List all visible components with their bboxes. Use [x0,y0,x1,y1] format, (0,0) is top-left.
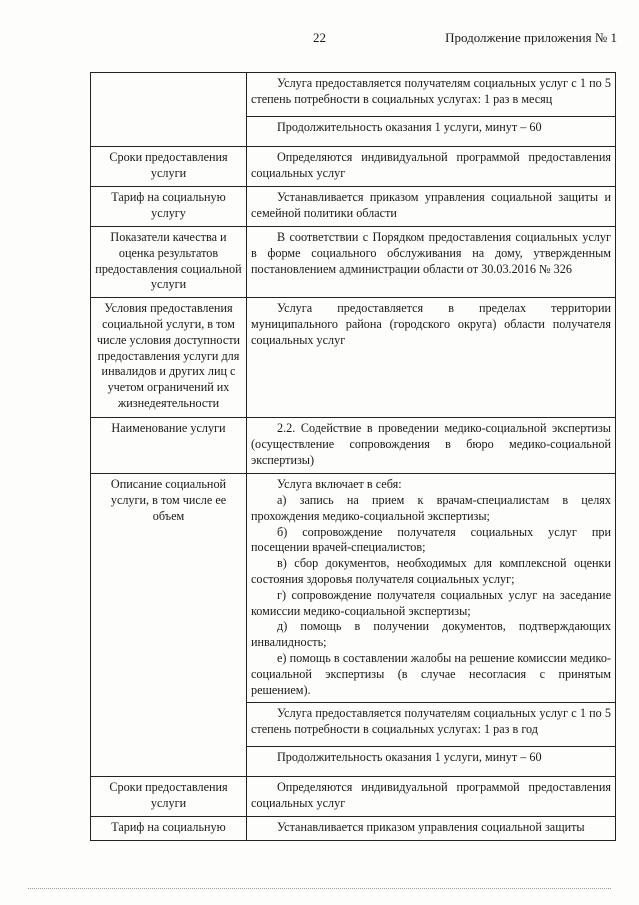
row-label: Сроки предоставления услуги [91,777,247,817]
row-label: Тариф на социальную [91,817,247,841]
list-item: а) запись на прием к врачам-специалистам в целях прохождения медико-социальной экспертизы; [251,492,611,523]
row-label: Описание социальной услуги, в том числе ее объем [91,474,247,777]
paragraph: Определяются индивидуальной программой предоставления социальных услуг [251,150,611,180]
list-item: в) сбор документов, необходимых для комплексной оценки состояния здоровья получателя социальных услуг; [251,556,611,586]
table-row [91,817,616,841]
table-row [91,777,616,817]
table-row [91,147,616,187]
paragraph: 2.2. Содействие в проведении медико-социальной экспертизы (осуществление сопровождения в бюро медико-социальной экспертизы) [251,421,611,467]
row-content [247,187,616,227]
row-content [247,227,616,298]
row-content [247,147,616,187]
row-label: Наименование услуги [91,418,247,474]
page-bottom-edge [28,888,611,889]
row-label: Показатели качества и оценка результатов предоставления социальной услуги [91,227,247,298]
paragraph: Продолжительность оказания 1 услуги, минут – 60 [277,750,542,765]
services-table [90,72,616,841]
table-row [91,298,616,418]
row-content [247,703,616,747]
list-item: е) помощь в составлении жалобы на решение комиссии медико-социальной экспертизы (в случае несогласия с принятым решением). [251,650,611,697]
list-item: д) помощь в получении документов, подтверждающих инвалидность; [251,619,611,650]
list-item: г) сопровождение получателя социальных услуг на заседание комиссии медико-социальной экспертизы; [251,587,611,618]
paragraph: Определяются индивидуальной программой предоставления социальных услуг [251,780,611,811]
row-content [247,73,616,117]
table-row [91,73,616,117]
row-content [247,474,616,703]
page-number: 22 [313,30,326,45]
table-row [91,474,616,703]
row-content [247,817,616,841]
appendix-note: Продолжение приложения № 1 [445,30,617,45]
table-row [91,418,616,474]
row-content [247,298,616,418]
paragraph: Продолжительность оказания 1 услуги, минут – 60 [277,120,542,134]
row-content [247,777,616,817]
row-label: Условия предоставления социальной услуги, в том числе условия доступности предоставления услуги для инвалидов и других лиц с учетом ограничений их жизнедеятельности [91,298,247,418]
paragraph: Услуга предоставляется получателям социальных услуг с 1 по 5 степень потребности в социальных услугах: 1 раз в год [251,706,611,737]
row-label: Тариф на социальную услугу [91,187,247,227]
paragraph: Устанавливается приказом управления социальной защиты [277,820,585,835]
list-item: б) сопровождение получателя социальных услуг при посещении врачей-специалистов; [251,524,611,555]
row-label: Сроки предоставления услуги [91,147,247,187]
paragraph: Услуга предоставляется получателям социальных услуг с 1 по 5 степень потребности в социальных услугах: 1 раз в месяц [251,76,611,106]
paragraph: Услуга предоставляется в пределах территории муниципального района (городского округа) области получателя социальных услуг [251,301,611,347]
row-label [91,73,247,147]
paragraph: Услуга включает в себя: [277,477,402,492]
paragraph: Устанавливается приказом управления социальной защиты и семейной политики области [251,190,611,220]
table-row [91,187,616,227]
row-content [247,747,616,777]
table-row [91,227,616,298]
paragraph: В соответствии с Порядком предоставления социальных услуг в форме социального обслуживания на дому, утвержденным постановлением администрации области от 30.03.2016 № 326 [251,230,611,276]
row-content [247,418,616,474]
row-content [247,117,616,147]
